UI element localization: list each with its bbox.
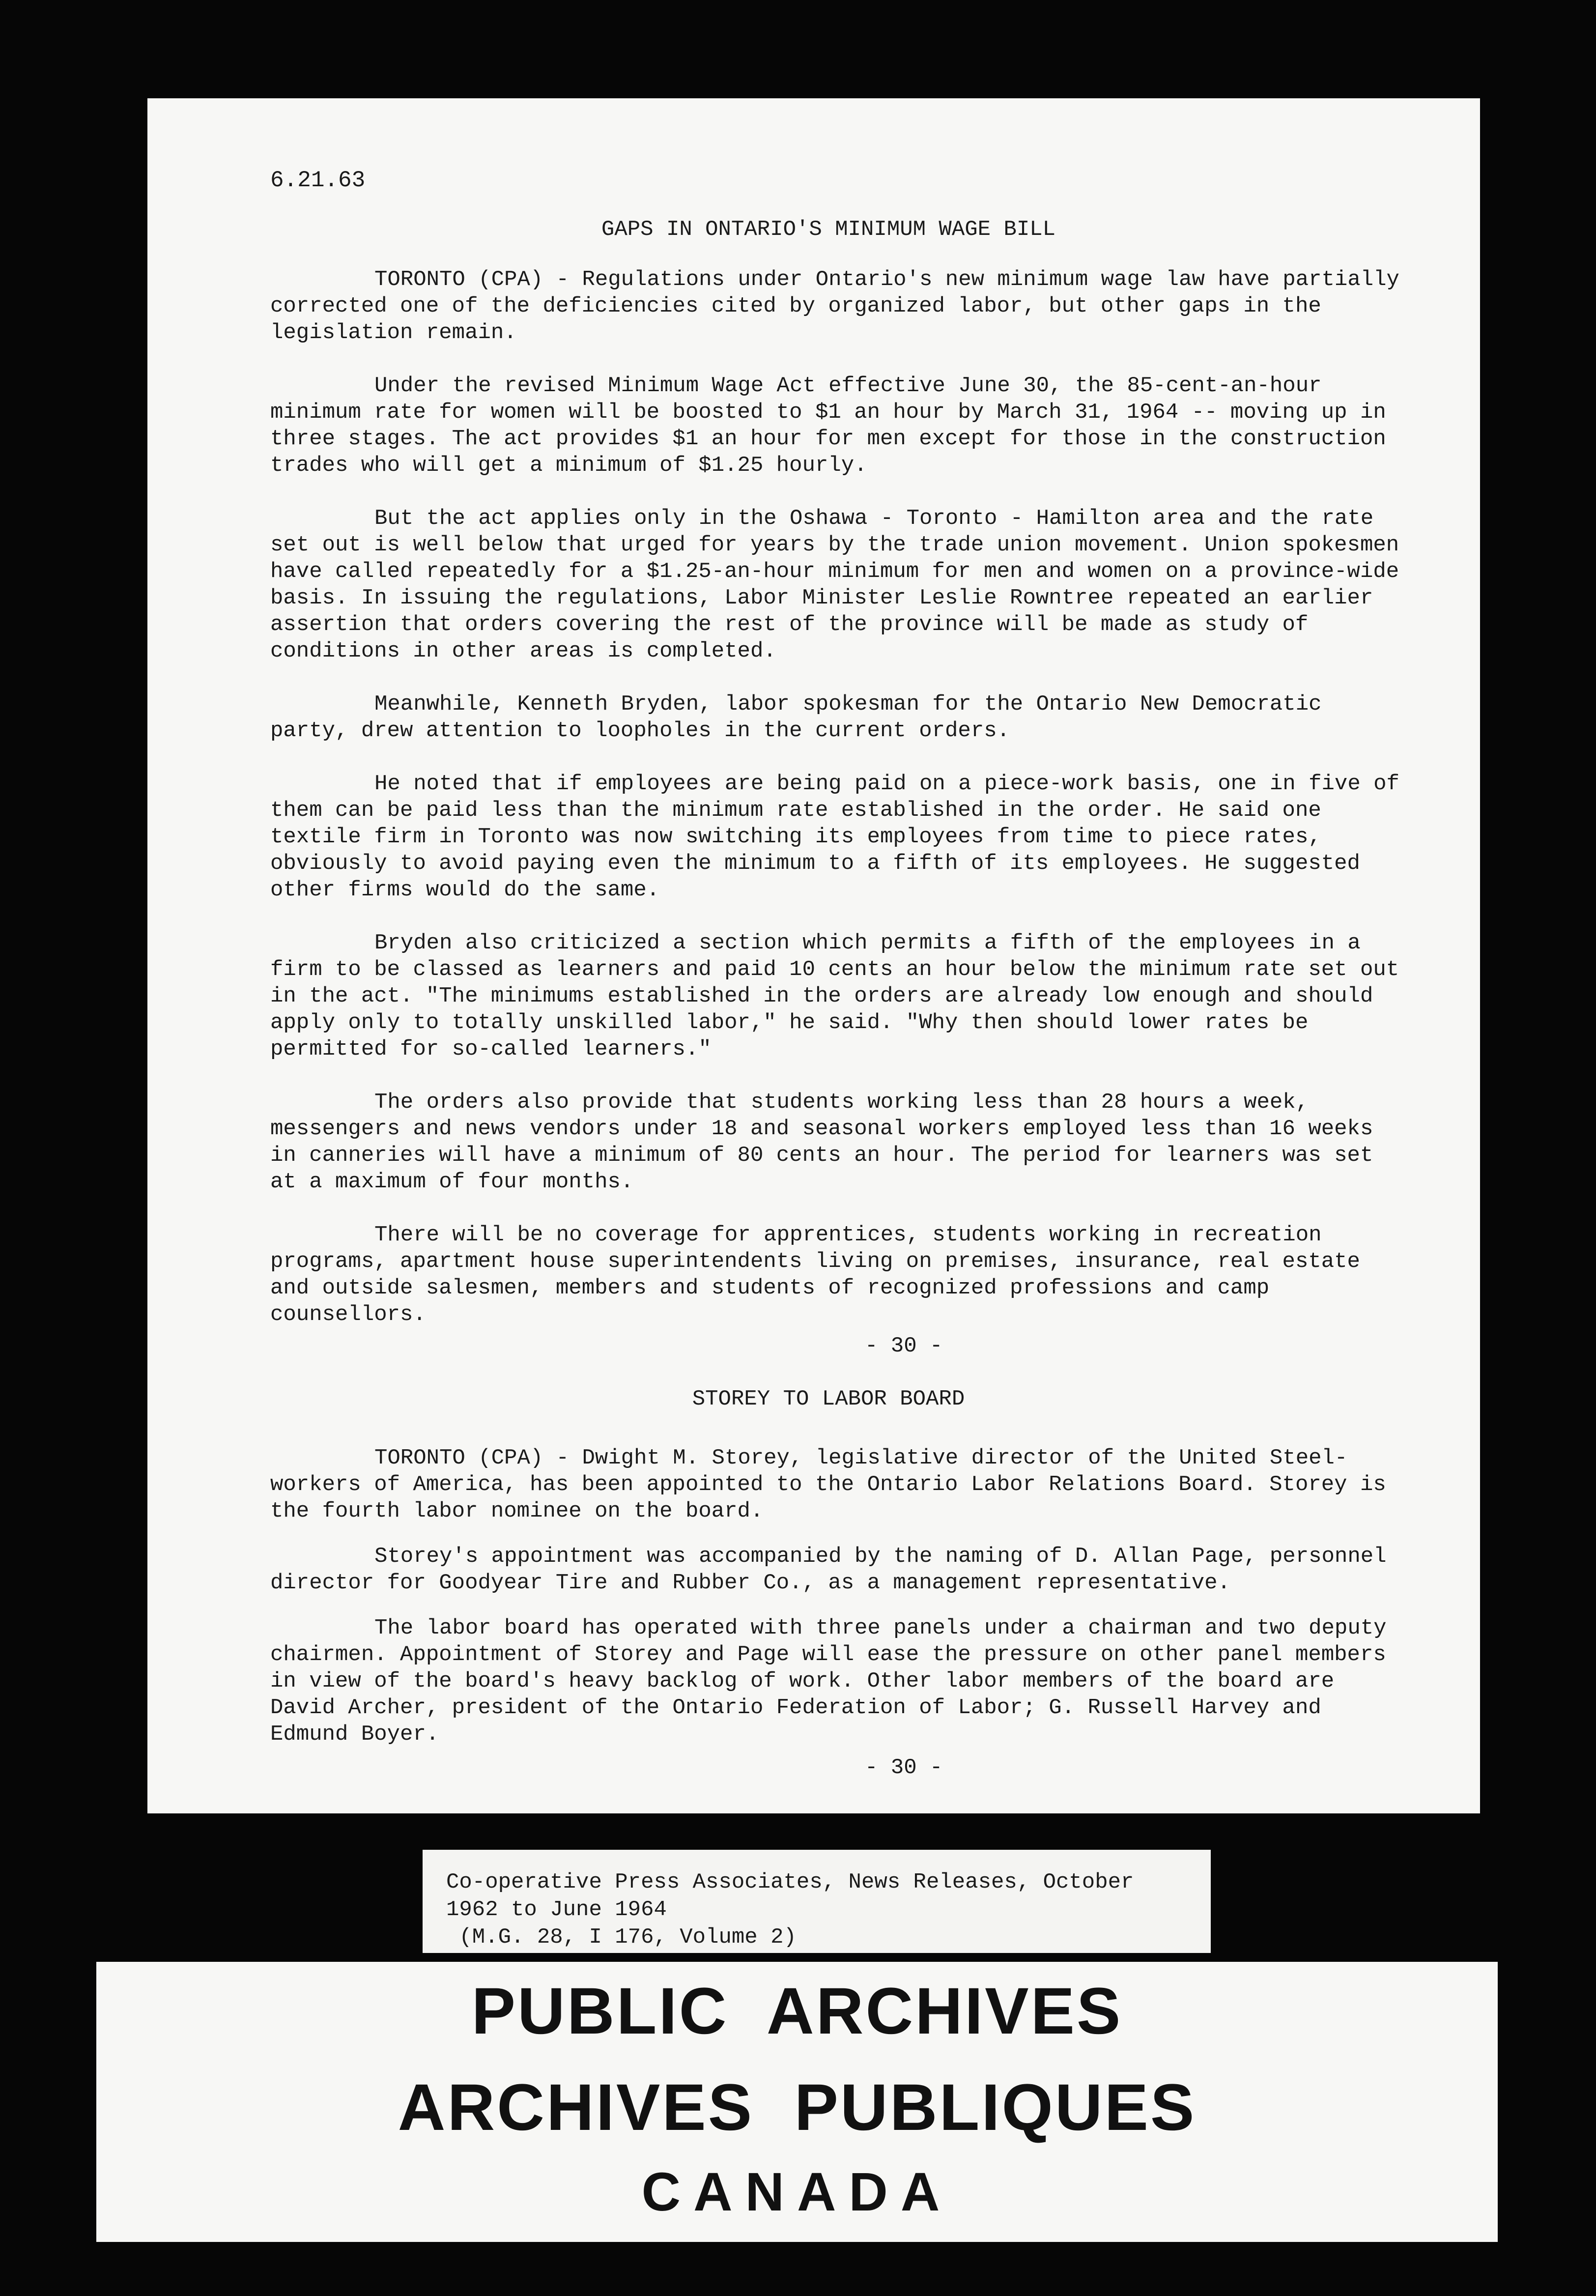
article-body-minimum-wage — [270, 266, 1400, 1354]
citation-text — [446, 1868, 1197, 1951]
citation-line: 1962 to June 1964 — [446, 1897, 667, 1922]
article-body-labor-board — [270, 1445, 1400, 1766]
citation-line: (M.G. 28, I 176, Volume 2) — [446, 1925, 797, 1950]
banner-line-french: ARCHIVES PUBLIQUES — [398, 2071, 1197, 2144]
article-paragraph: Bryden also criticized a section which permits a fifth of the employees in a firm to be classed as learners and paid 10 cents an hour below the minimum rate set out in the act. "The minimums established in the orders are already low enough and should apply only to totally unskilled labor," he said. "Why then should lower rates be permitted for so-called learners." — [270, 931, 1399, 1062]
article-paragraph: There will be no coverage for apprentices, students working in recreation programs, apartment house superintendents living on premises, insurance, real estate and outside salesmen, members and students of recognized professions and camp counsellors. — [270, 1223, 1360, 1327]
end-mark: - 30 - — [865, 1334, 943, 1358]
typed-document-page — [147, 98, 1480, 1813]
archives-banner — [96, 1962, 1498, 2242]
article-paragraph: Meanwhile, Kenneth Bryden, labor spokesman for the Ontario New Democratic party, drew attention to loopholes in the current orders. — [270, 692, 1322, 743]
article-paragraph: Under the revised Minimum Wage Act effective June 30, the 85-cent-an-hour minimum rate for women will be boosted to $1 an hour by March 31, 1964 -- moving up in three stages. The act provides $1 an hour for men except for those in the construction trades who will get a minimum of $1.25 hourly. — [270, 373, 1386, 478]
citation-card — [423, 1850, 1211, 1953]
article-title-minimum-wage: GAPS IN ONTARIO'S MINIMUM WAGE BILL — [601, 217, 1056, 242]
citation-line: Co-operative Press Associates, News Releases, October — [446, 1870, 1134, 1894]
article-paragraph: TORONTO (CPA) - Dwight M. Storey, legislative director of the United Steel-workers of America, has been appointed to the Ontario Labor Relations Board. Storey is the fourth labor nominee on the board. — [270, 1446, 1386, 1523]
article-paragraph: He noted that if employees are being paid on a piece-work basis, one in five of them can be paid less than the minimum rate established in the order. He said one textile firm in Toronto was now switching its employees from time to piece rates, obviously to avoid paying even the minimum to a fifth of its employees. He suggested other firms would do the same. — [270, 772, 1399, 902]
end-mark: - 30 - — [865, 1755, 943, 1780]
article-paragraph: TORONTO (CPA) - Regulations under Ontario's new minimum wage law have partially corrected one of the deficiencies cited by organized labor, but other gaps in the legislation remain. — [270, 267, 1399, 345]
banner-line-country: CANADA — [641, 2162, 953, 2222]
article-paragraph: The orders also provide that students working less than 28 hours a week, messengers and news vendors under 18 and seasonal workers employed less than 16 weeks in canneries will have a minimum of 80 cents an hour. The period for learners was set at a maximum of four months. — [270, 1090, 1373, 1194]
document-date: 6.21.63 — [270, 168, 366, 193]
article-paragraph: Storey's appointment was accompanied by the naming of D. Allan Page, personnel director for Goodyear Tire and Rubber Co., as a management representative. — [270, 1544, 1387, 1595]
banner-line-english: PUBLIC ARCHIVES — [471, 1975, 1123, 2048]
article-paragraph: The labor board has operated with three panels under a chairman and two deputy chairmen. Appointment of Storey and Page will ease the pressure on other panel members in view of the board's heavy backlog of work. Other labor members of the board are David Archer, president of the Ontario Federation of Labor; G. Russell Harvey and Edmund Boyer. — [270, 1616, 1387, 1747]
article-paragraph: But the act applies only in the Oshawa - Toronto - Hamilton area and the rate set out is well below that urged for years by the trade union movement. Union spokesmen have called repeatedly for a $1.25-an-hour minimum for men and women on a province-wide basis. In issuing the regulations, Labor Minister Leslie Rowntree repeated an earlier assertion that orders covering the rest of the province will be made as study of conditions in other areas is completed. — [270, 506, 1399, 663]
article-title-labor-board: STOREY TO LABOR BOARD — [692, 1387, 965, 1411]
